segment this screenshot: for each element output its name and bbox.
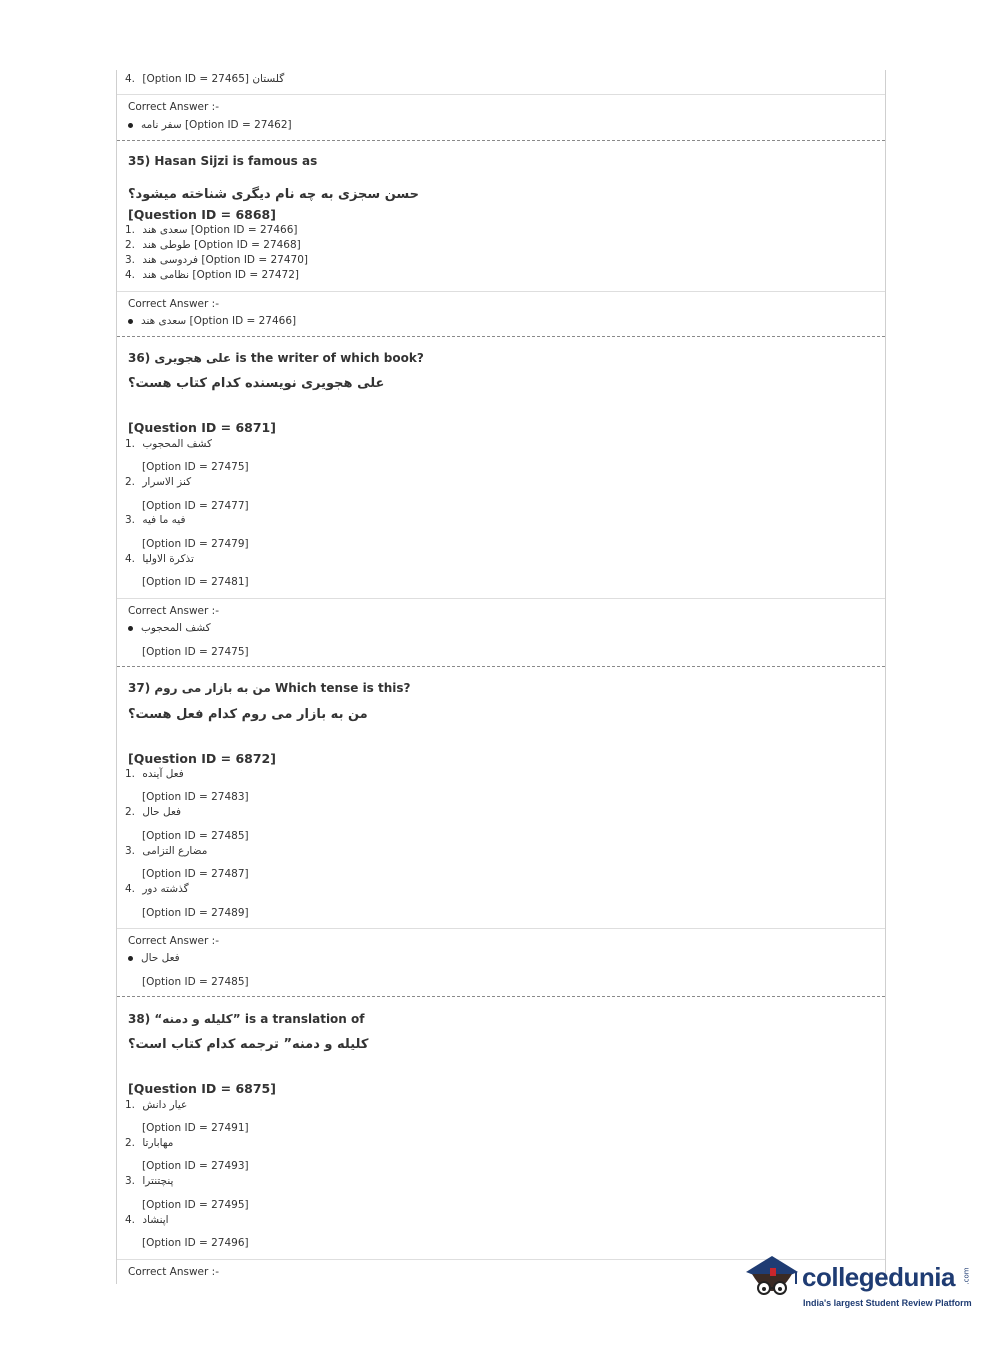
logo-suffix: .com — [962, 1267, 971, 1285]
option-id: [Option ID = 27491] — [142, 1122, 249, 1134]
question-urdu-text: کلیله و دمنه” ترجمه کدام کتاب است؟ — [128, 1037, 369, 1052]
question-paper-page — [116, 70, 886, 1284]
question-urdu-text: من به بازار می روم کدام فعل هست؟ — [128, 707, 368, 722]
option-item: 4. گلستان [Option ID = 27465] — [125, 73, 285, 85]
correct-answer: سفر نامه [Option ID = 27462] — [128, 119, 292, 131]
option-id: [Option ID = 27475] — [142, 646, 249, 658]
question-separator — [117, 140, 885, 141]
option-id: [Option ID = 27487] — [142, 868, 249, 880]
correct-answer: فعل حال — [128, 952, 180, 964]
question-id: [Question ID = 6871] — [128, 420, 276, 435]
option-id: [Option ID = 27485] — [142, 976, 249, 988]
question-separator — [117, 666, 885, 667]
logo-wordmark: collegedunia — [802, 1262, 955, 1292]
option-item: 3. پنچتنترا — [125, 1175, 174, 1187]
question-id: [Question ID = 6872] — [128, 751, 276, 766]
option-id: [Option ID = 27479] — [142, 538, 249, 550]
option-id: [Option ID = 27485] — [142, 830, 249, 842]
bullet-icon — [128, 956, 133, 961]
option-item: 4. نظامی هند [Option ID = 27472] — [125, 269, 299, 281]
correct-answer: کشف المحجوب — [128, 622, 211, 634]
question-heading: 36) علی هجویری is the writer of which book? — [128, 351, 424, 365]
option-item: 1. کشف المحجوب — [125, 438, 212, 450]
bullet-icon — [128, 626, 133, 631]
bullet-icon — [128, 319, 133, 324]
correct-answer-label: Correct Answer :- — [128, 101, 219, 113]
divider — [117, 928, 885, 929]
option-id: [Option ID = 27495] — [142, 1199, 249, 1211]
option-id: [Option ID = 27481] — [142, 576, 249, 588]
option-item: 1. فعل آینده — [125, 768, 184, 780]
option-item: 2. کنز الاسرار — [125, 476, 192, 488]
question-urdu-text: علی هجویری نویسنده کدام کتاب هست؟ — [128, 376, 385, 391]
divider — [117, 94, 885, 95]
option-id: [Option ID = 27477] — [142, 500, 249, 512]
option-item: 3. فردوسی هند [Option ID = 27470] — [125, 254, 308, 266]
correct-answer: سعدی هند [Option ID = 27466] — [128, 315, 296, 327]
bullet-icon — [128, 123, 133, 128]
mascot-icon — [746, 1256, 798, 1294]
option-item: 4. گذشته دور — [125, 883, 189, 895]
correct-answer-label: Correct Answer :- — [128, 1266, 219, 1278]
question-urdu-text: حسن سجزی به چه نام دیگری شناخته میشود؟ — [128, 187, 420, 202]
divider — [117, 291, 885, 292]
option-item: 2. طوطی هند [Option ID = 27468] — [125, 239, 301, 251]
option-item: 4. اپنشاد — [125, 1214, 169, 1226]
option-item: 1. سعدی هند [Option ID = 27466] — [125, 224, 298, 236]
correct-answer-label: Correct Answer :- — [128, 935, 219, 947]
option-item: 1. عیار دانش — [125, 1099, 188, 1111]
option-item: 2. مهابارتا — [125, 1137, 174, 1149]
option-id: [Option ID = 27489] — [142, 907, 249, 919]
option-item: 4. تذکرة الاولیا — [125, 553, 194, 565]
logo-tagline: India's largest Student Review Platform — [803, 1298, 972, 1308]
question-heading: 37) من به بازار می روم Which tense is this? — [128, 681, 411, 695]
question-separator — [117, 336, 885, 337]
question-id: [Question ID = 6868] — [128, 207, 276, 222]
question-separator — [117, 996, 885, 997]
option-item: 3. مضارع التزامی — [125, 845, 208, 857]
option-id: [Option ID = 27496] — [142, 1237, 249, 1249]
divider — [117, 598, 885, 599]
option-id: [Option ID = 27483] — [142, 791, 249, 803]
correct-answer-label: Correct Answer :- — [128, 605, 219, 617]
question-heading: 35) Hasan Sijzi is famous as — [128, 154, 318, 168]
option-item: 2. فعل حال — [125, 806, 182, 818]
option-item: 3. فیه ما فیه — [125, 514, 186, 526]
correct-answer-label: Correct Answer :- — [128, 298, 219, 310]
option-id: [Option ID = 27493] — [142, 1160, 249, 1172]
option-id: [Option ID = 27475] — [142, 461, 249, 473]
question-heading: 38) “کلیله و دمنه” is a translation of — [128, 1012, 365, 1026]
question-id: [Question ID = 6875] — [128, 1081, 276, 1096]
